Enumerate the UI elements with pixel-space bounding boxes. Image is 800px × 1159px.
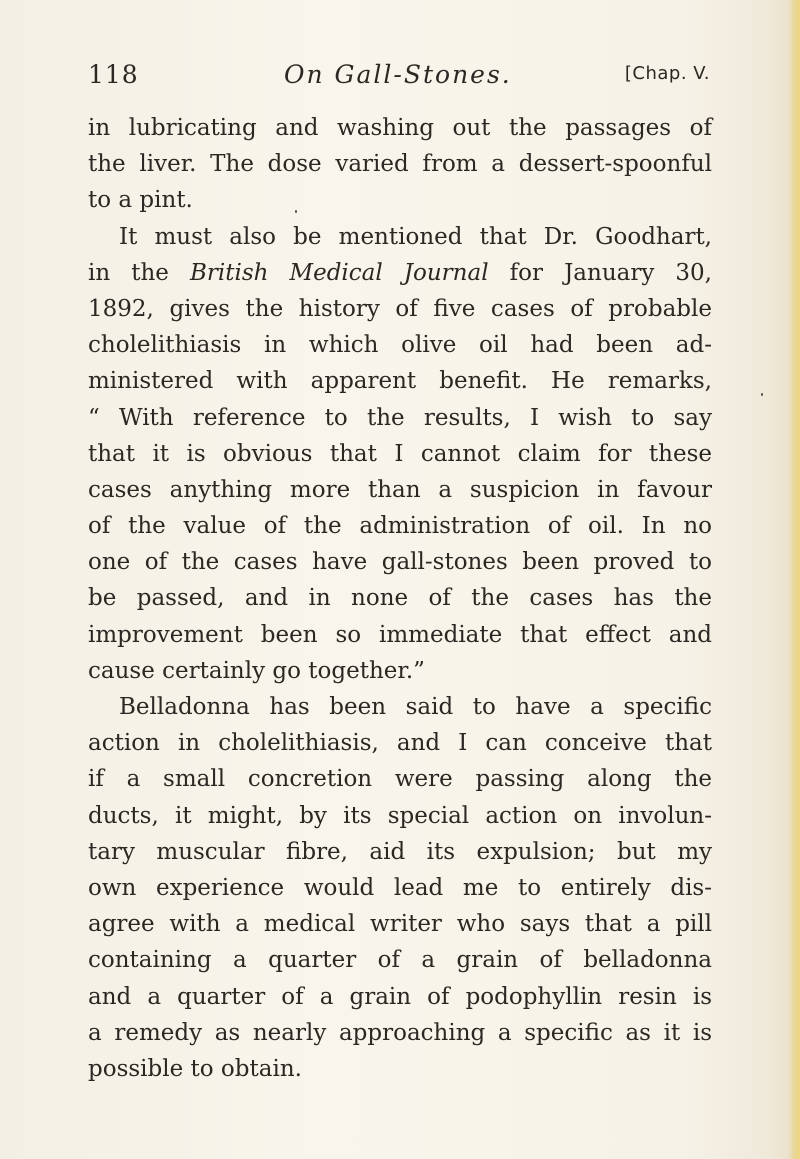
text-line: a remedy as nearly approaching a specific as it is <box>88 1019 712 1046</box>
text-line: possible to obtain. <box>88 1055 302 1082</box>
text-line: agree with a medical writer who says that a pill <box>88 911 712 938</box>
text-line: and a quarter of a grain of podophyllin resin is <box>88 983 712 1010</box>
text-line: ducts, it might, by its special action on involun- <box>88 802 712 829</box>
running-header <box>88 60 710 94</box>
text-line: cause certainly go together.” <box>88 657 425 684</box>
text-line: containing a quarter of a grain of belladonna <box>88 947 712 974</box>
body-text <box>88 110 712 1087</box>
chapter-label: [Chap. V. <box>624 63 710 84</box>
text-line: ministered with apparent benefit. He remarks, <box>88 368 712 395</box>
text-line: one of the cases have gall-stones been proved to <box>88 549 712 576</box>
text-line: cases anything more than a suspicion in favour <box>88 476 712 503</box>
text-line: tary muscular fibre, aid its expulsion; but my <box>88 838 712 865</box>
text-fragment: for January 30, <box>509 259 712 286</box>
text-line: 1892, gives the history of five cases of probable <box>88 295 712 322</box>
text-line-journal <box>88 255 712 291</box>
running-title: On Gall-Stones. <box>284 60 512 89</box>
text-line: own experience would lead me to entirely dis- <box>88 874 712 901</box>
text-line: of the value of the administration of oil. In no <box>88 513 712 540</box>
page-number: 118 <box>88 60 139 89</box>
page-edge <box>788 0 800 1159</box>
text-line: improvement been so immediate that effect and <box>88 621 712 648</box>
text-line: in lubricating and washing out the passages of <box>88 115 712 141</box>
text-line: to a pint. <box>88 187 193 214</box>
text-line: cholelithiasis in which olive oil had been ad- <box>88 332 712 359</box>
text-line: It must also be mentioned that Dr. Goodhart, <box>119 223 712 250</box>
text-line: Belladonna has been said to have a specific <box>119 694 712 720</box>
text-line: “ With reference to the results, I wish to say <box>88 404 712 431</box>
ink-speck <box>761 393 763 396</box>
text-line: that it is obvious that I cannot claim for these <box>88 440 712 467</box>
text-line: if a small concretion were passing along the <box>88 766 712 793</box>
text-line: action in cholelithiasis, and I can conceive that <box>88 730 712 757</box>
journal-title: British Medical Journal <box>190 259 489 286</box>
text-line: the liver. The dose varied from a dessert-spoonful <box>88 151 712 178</box>
text-fragment: in the <box>88 259 169 286</box>
ink-speck <box>295 210 297 213</box>
text-line: be passed, and in none of the cases has the <box>88 585 712 612</box>
